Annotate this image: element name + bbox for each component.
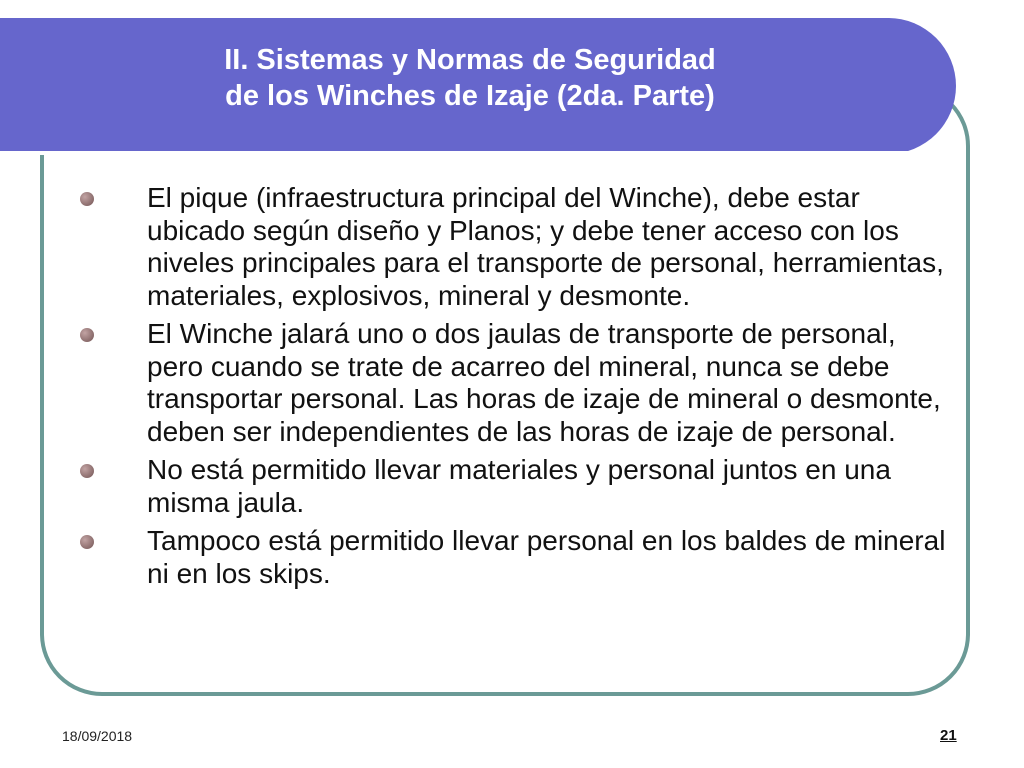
bullet-dot-icon [80, 464, 94, 478]
title-line-2: de los Winches de Izaje (2da. Parte) [225, 80, 715, 112]
bullet-text: El Winche jalará uno o dos jaulas de transporte de personal, pero cuando se trate de acarreo del mineral, nunca se debe transportar personal. Las horas de izaje de mineral o desmonte, deben ser independientes de las horas de izaje de personal. [147, 318, 941, 447]
bullet-text: No está permitido llevar materiales y personal juntos en una misma jaula. [147, 454, 891, 518]
bullet-dot-icon [80, 535, 94, 549]
bullet-item [76, 525, 956, 590]
page-number: 21 [940, 727, 957, 744]
title-line-1: II. Sistemas y Normas de Seguridad [224, 44, 716, 76]
bullet-item [76, 454, 956, 519]
bullet-item [76, 318, 956, 448]
title-band [0, 18, 956, 154]
bullet-text: Tampoco está permitido llevar personal en los baldes de mineral ni en los skips. [147, 525, 946, 589]
bullet-text: El pique (infraestructura principal del Winche), debe estar ubicado según diseño y Planos; y debe tener acceso con los niveles principales para el transporte de personal, herramientas, materiales, explosivos, mineral y desmonte. [147, 182, 944, 311]
bullet-list [76, 182, 956, 596]
bullet-dot-icon [80, 328, 94, 342]
bullet-dot-icon [80, 192, 94, 206]
title-underline [0, 151, 908, 155]
bullet-item [76, 182, 956, 312]
footer-date: 18/09/2018 [62, 728, 133, 744]
slide-title [0, 42, 940, 114]
